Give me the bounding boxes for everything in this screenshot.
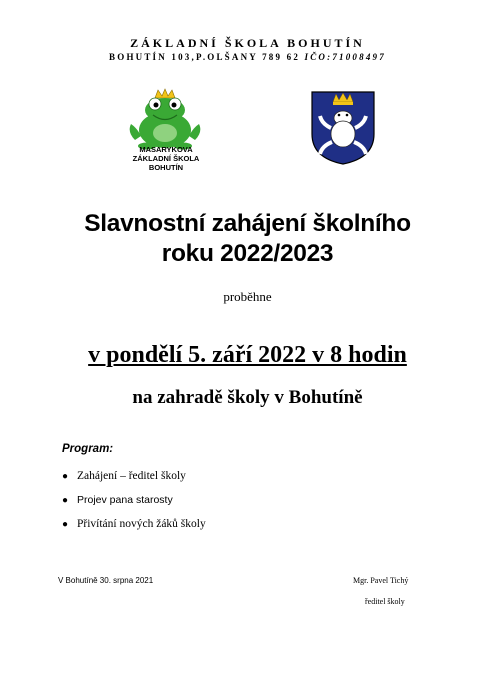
title-line-1-bold: Slavno [84,210,163,237]
invitation-title [0,209,495,269]
ico-label: IČO: [304,52,333,62]
list-item-text: Zahájení – ředitel školy [77,470,186,482]
title-line-1-rest: stní zahájení školního [162,210,411,237]
list-item [62,494,173,506]
signatory-role: ředitel školy [365,597,405,606]
bullet-icon: ● [62,519,69,530]
list-item-text: Přivítání nových žáků školy [77,518,206,530]
logo-caption-line: MASARYKOVA [139,145,193,154]
title-line-1 [0,209,495,239]
event-date: v pondělí 5. září 2022 v 8 hodin [88,342,407,368]
event-place: na zahradě školy v Bohutíně [132,387,363,408]
title-line-2: roku 2022/2023 [161,240,334,267]
list-item-text: Projev pana starosty [77,494,173,506]
logo-caption-line: ZÁKLADNÍ ŠKOLA [132,154,200,163]
municipal-crest-icon [310,90,376,166]
logo-caption-line: BOHUTÍN [148,163,184,172]
place-date: V Bohutíně 30. srpna 2021 [58,576,154,585]
ico-value: 71008497 [332,52,386,62]
school-address-line [0,52,495,62]
logo-caption [118,145,214,172]
list-item [62,518,206,530]
list-item [62,470,186,482]
school-name: ZÁKLADNÍ ŠKOLA BOHUTÍN [130,36,365,50]
signatory-name: Mgr. Pavel Tichý [353,576,409,585]
bullet-icon: ● [62,471,69,482]
school-address: BOHUTÍN 103,P.OLŠANY 789 62 [109,52,301,62]
program-heading: Program: [62,443,114,455]
bullet-icon: ● [62,495,69,506]
probehne-text: proběhne [223,289,272,304]
